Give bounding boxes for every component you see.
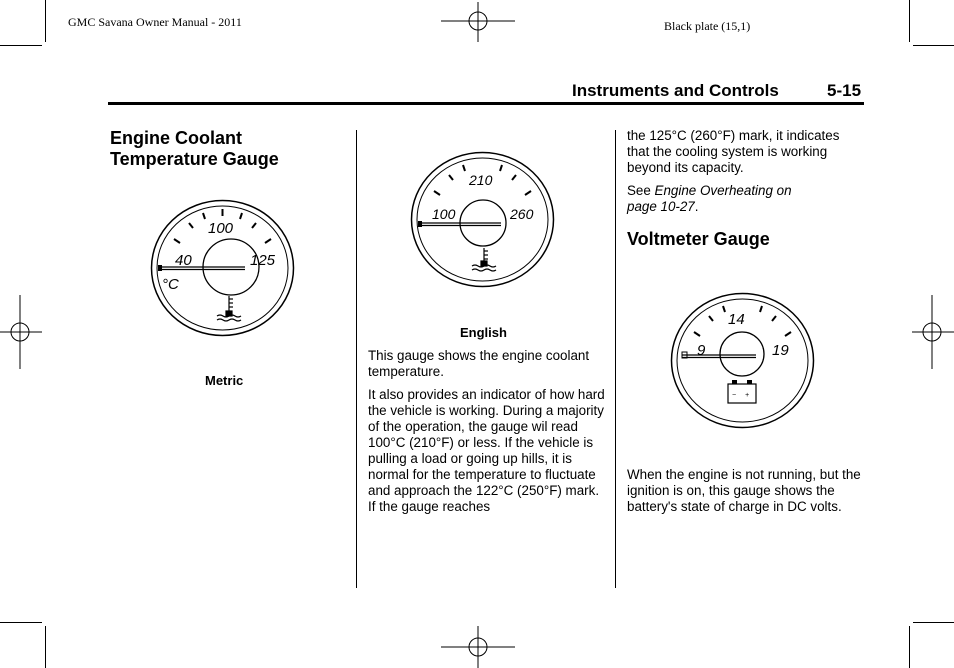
cross-reference-link[interactable]: Engine Overheating on page 10-27 [627,183,792,214]
gauge-tick [174,239,180,243]
crop-mark [913,45,954,46]
registration-mark-top [441,2,515,42]
gauge-tick [265,239,271,243]
page-header-section: Instruments and Controls [572,81,779,100]
crop-mark [45,0,46,42]
gauge-tick [723,306,725,312]
gauge-tick [694,332,700,336]
print-header-right: Black plate (15,1) [664,19,751,33]
gauge-label: 9 [697,342,706,359]
english-coolant-gauge [410,151,555,288]
crop-mark [913,622,954,623]
registration-mark-right [912,295,954,369]
coolant-body-column-2 [368,348,608,522]
gauge-tick [449,175,453,180]
voltmeter-body [627,467,863,522]
paragraph: the 125°C (260°F) mark, it indicates that the cooling system is working beyond its capacity. [627,128,840,175]
see-reference: See Engine Overheating on page 10-27. [627,183,792,214]
gauge-label: 19 [772,342,789,359]
crop-mark [909,626,910,668]
coolant-section-title [110,128,350,170]
crop-mark [45,626,46,668]
paragraph: It also provides an indicator of how hard the vehicle is working. During a majority of the operation, the gauge wil read 100°C (210°F) or less. If the vehicle is pulling a load or going up hills, it is normal for the temperature to fluctuate and approach the 122°C (250°F) mark. If the gauge reaches [368,387,605,514]
gauge-tick [772,316,776,321]
gauge-tick [252,223,256,228]
gauge-tick [709,316,713,321]
crop-mark [0,622,42,623]
battery-minus-label: − [732,392,737,399]
paragraph: This gauge shows the engine coolant temperature. [368,348,590,379]
page-number: 5-15 [827,81,862,100]
print-header-left: GMC Savana Owner Manual - 2011 [68,15,242,29]
crop-mark [0,45,42,46]
coolant-temperature-icon [472,248,496,271]
coolant-body-column-3 [627,128,863,222]
gauge-tick [512,175,516,180]
gauge-label: 125 [250,252,276,269]
gauge-label: 14 [728,311,745,328]
gauge-label: 100 [432,206,456,222]
metric-coolant-gauge [150,199,295,337]
column-divider [615,130,616,588]
battery-plus-label: + [745,392,750,399]
registration-mark-left [0,295,42,369]
coolant-title-line2: Temperature Gauge [110,149,279,169]
registration-mark-bottom [441,626,515,668]
gauge-tick [434,191,440,195]
header-rule [108,102,864,105]
gauge-label: 40 [175,252,192,269]
coolant-temperature-icon [217,296,241,321]
paragraph: When the engine is not running, but the ignition is on, this gauge shows the battery's state of charge in DC volts. [627,467,861,514]
column-divider [356,130,357,588]
battery-icon [728,380,756,403]
coolant-title-line1: Engine Coolant [110,128,242,148]
gauge-tick [760,306,762,312]
voltmeter-gauge [670,292,815,429]
gauge-tick [240,213,242,219]
gauge-label: 100 [208,220,234,237]
gauge-tick [500,165,502,171]
gauge-tick [525,191,531,195]
crop-mark [909,0,910,42]
english-caption: English [460,325,507,340]
gauge-tick [785,332,791,336]
gauge-unit-label: °C [162,276,179,293]
gauge-tick [463,165,465,171]
gauge-tick [203,213,205,219]
voltmeter-section-title: Voltmeter Gauge [627,229,770,249]
gauge-label: 210 [469,172,493,188]
metric-caption: Metric [205,373,244,388]
gauge-label: 260 [510,206,534,222]
gauge-tick [189,223,193,228]
